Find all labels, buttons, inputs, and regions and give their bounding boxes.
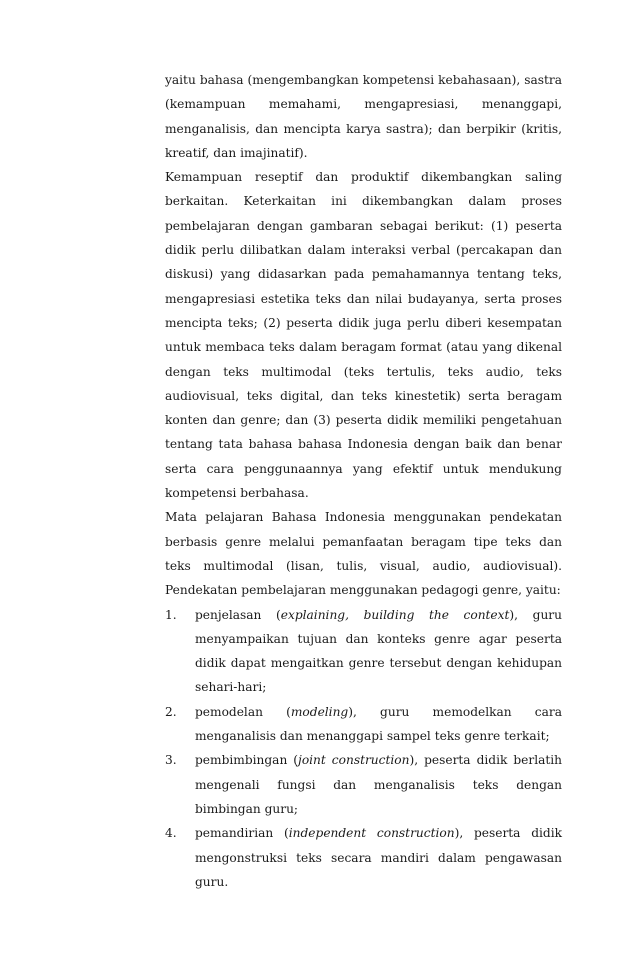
list-item-term: independent construction — [288, 826, 455, 841]
list-item-text-rest: ), peserta didik berlatih mengenali fungsi dan menganalisis teks dengan bimbingan guru; — [195, 753, 562, 816]
list-item-joint-construction — [165, 748, 562, 821]
list-item-term: explaining, building the context — [280, 607, 510, 622]
list-number: 2. — [165, 704, 177, 719]
list-item-text-start: pemodelan ( — [195, 704, 291, 719]
list-item-text — [195, 821, 562, 894]
list-number: 3. — [165, 753, 177, 768]
list-item-explaining — [165, 603, 562, 700]
list-item-term: joint construction — [298, 753, 410, 768]
list-item-term: modeling — [290, 704, 349, 719]
list-item-independent-construction — [165, 821, 562, 894]
list-item-text-start: penjelasan ( — [195, 607, 281, 622]
document-page — [165, 68, 562, 894]
list-number: 1. — [165, 607, 177, 622]
list-item-modeling — [165, 700, 562, 749]
list-item-text-start: pemandirian ( — [195, 826, 289, 841]
list-item-text — [195, 748, 562, 821]
list-item-text-start: pembimbingan ( — [195, 753, 299, 768]
list-item-text — [195, 603, 562, 700]
list-item-text — [195, 700, 562, 749]
list-number: 4. — [165, 826, 177, 841]
list-item-text-rest: ), peserta didik mengonstruksi teks secara mandiri dalam pengawasan guru. — [195, 826, 562, 889]
list-item-text-rest: ), guru memodelkan cara menganalisis dan menanggapi sampel teks genre terkait; — [195, 704, 562, 744]
paragraph-language-aspects: yaitu bahasa (mengembangkan kompetensi kebahasaan), sastra (kemampuan memahami, mengapresiasi, menanggapi, menganalisis, dan mencipta karya sastra); dan berpikir (kritis, kreatif, dan imajinatif). — [165, 73, 562, 160]
genre-pedagogy-list — [165, 603, 562, 895]
list-item-text-rest: ), guru menyampaikan tujuan dan konteks genre agar peserta didik dapat mengaitkan genre tersebut dengan kehidupan sehari-hari; — [195, 607, 562, 695]
paragraph-receptive-productive: Kemampuan reseptif dan produktif dikembangkan saling berkaitan. Keterkaitan ini dikembangkan dalam proses pembelajaran dengan gambaran sebagai berikut: (1) peserta didik perlu dilibatkan dalam interaksi verbal (percakapan dan diskusi) yang didasarkan pada pemahamannya tentang teks, mengapresiasi estetika teks dan nilai budayanya, serta proses mencipta teks; (2) peserta didik juga perlu diberi kesempatan untuk membaca teks dalam beragam format (atau yang dikenal dengan teks multimodal (teks tertulis, teks audio, teks audiovisual, teks digital, dan teks kinestetik) serta beragam konten dan genre; dan (3) peserta didik memiliki pengetahuan tentang tata bahasa bahasa Indonesia dengan baik dan benar serta cara penggunaannya yang efektif untuk mendukung kompetensi berbahasa. — [165, 170, 562, 501]
paragraph-genre-approach: Mata pelajaran Bahasa Indonesia menggunakan pendekatan berbasis genre melalui pemanfaatan beragam tipe teks dan teks multimodal (lisan, tulis, visual, audio, audiovisual). Pendekatan pembelajaran menggunakan pedagogi genre, yaitu: — [165, 510, 562, 598]
